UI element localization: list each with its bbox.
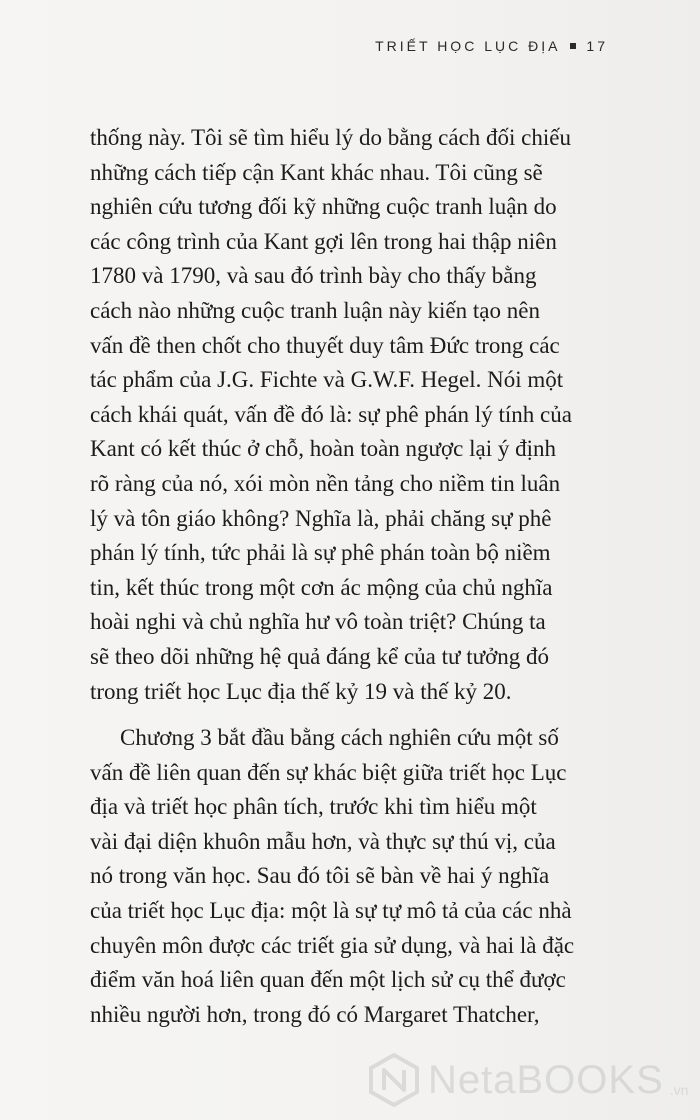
text-line: Chương 3 bắt đầu bằng cách nghiên cứu một số xyxy=(120,725,559,751)
text-line: nghiên cứu tương đối kỹ những cuộc tranh luận do xyxy=(90,194,557,220)
running-header xyxy=(375,38,608,54)
text-line: cách khái quát, vấn đề đó là: sự phê phán lý tính của xyxy=(90,401,572,427)
page-number: 17 xyxy=(586,38,608,54)
text-line: địa và triết học phân tích, trước khi tìm hiểu một xyxy=(90,794,537,820)
paragraph-1 xyxy=(90,121,610,709)
text-line: vấn đề liên quan đến sự khác biệt giữa triết học Lục xyxy=(90,759,567,785)
text-line: vấn đề then chốt cho thuyết duy tâm Đức trong các xyxy=(90,332,560,358)
text-line: thống này. Tôi sẽ tìm hiểu lý do bằng cách đối chiếu xyxy=(90,125,571,150)
text-line: lý và tôn giáo không? Nghĩa là, phải chăng sự phê xyxy=(90,505,552,531)
text-line: của triết học Lục địa: một là sự tự mô tả của các nhà xyxy=(90,898,572,924)
text-line: 1780 và 1790, và sau đó trình bày cho thấy bằng xyxy=(90,263,537,289)
text-line: những cách tiếp cận Kant khác nhau. Tôi cũng sẽ xyxy=(90,159,543,185)
text-line: tác phẩm của J.G. Fichte và G.W.F. Hegel. Nói một xyxy=(90,367,564,393)
text-line: sẽ theo dõi những hệ quả đáng kể của tư tưởng đó xyxy=(90,643,549,669)
text-line: phán lý tính, tức phải là sự phê phán toàn bộ niềm xyxy=(90,540,551,566)
watermark-suffix: .vn xyxy=(669,1082,689,1098)
text-line: chuyên môn được các triết gia sử dụng, và hai là đặc xyxy=(90,932,575,958)
text-line: các công trình của Kant gợi lên trong hai thập niên xyxy=(90,228,557,254)
text-line: trong triết học Lục địa thế kỷ 19 và thế kỷ 20. xyxy=(90,678,512,704)
running-title: TRIẾT HỌC LỤC ĐỊA xyxy=(375,38,561,54)
separator-square-icon xyxy=(570,43,576,49)
watermark-brand: NetaBOOKS xyxy=(428,1057,664,1102)
netabooks-logo-icon xyxy=(366,1052,422,1108)
text-line: cách nào những cuộc tranh luận này kiến tạo nên xyxy=(90,297,540,323)
paragraph-spacer xyxy=(90,709,610,721)
text-line: vài đại diện khuôn mẫu hơn, và thực sự thú vị, của xyxy=(90,828,556,854)
text-line: tin, kết thúc trong một cơn ác mộng của chủ nghĩa xyxy=(90,574,553,600)
text-line: rõ ràng của nó, xói mòn nền tảng cho niềm tin luân xyxy=(90,470,561,496)
text-line: điểm văn hoá liên quan đến một lịch sử cụ thể được xyxy=(90,967,566,993)
text-line: nhiều người hơn, trong đó có Margaret Thatcher, xyxy=(90,1001,540,1027)
text-line: Kant có kết thúc ở chỗ, hoàn toàn ngược lại ý định xyxy=(90,436,557,462)
body-text xyxy=(90,121,610,1032)
text-line: hoài nghi và chủ nghĩa hư vô toàn triệt? Chúng ta xyxy=(90,609,546,635)
text-line: nó trong văn học. Sau đó tôi sẽ bàn về hai ý nghĩa xyxy=(90,863,550,889)
paragraph-2 xyxy=(90,721,610,1032)
watermark xyxy=(366,1046,696,1114)
